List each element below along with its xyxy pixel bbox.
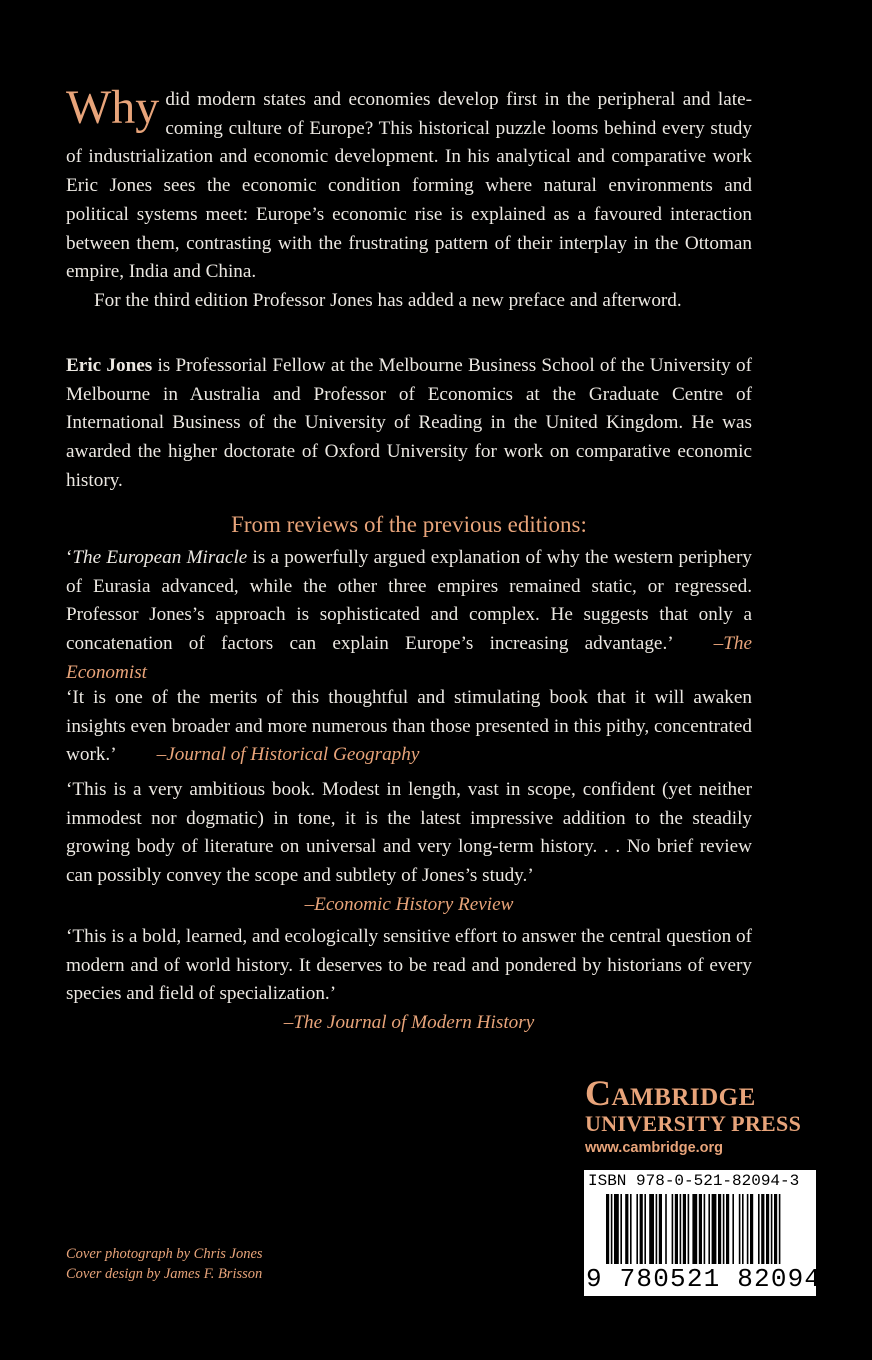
blurb-paragraph-2: For the third edition Professor Jones has added a new preface and afterword. xyxy=(94,289,682,311)
barcode-bar xyxy=(614,1194,619,1264)
publisher-url: www.cambridge.org xyxy=(585,1140,724,1156)
barcode-bar xyxy=(680,1194,682,1264)
review-text: ‘It is one of the merits of this thoughtful and stimulating book that it will awaken insights even broader and more numerous than those presented in this pithy, concentrated work.’ xyxy=(66,687,752,766)
review-source: –The Journal of Modern History xyxy=(283,1012,535,1034)
barcode-bar xyxy=(640,1194,643,1264)
publisher-logo xyxy=(585,1074,821,1156)
review-text: ‘This is a bold, learned, and ecologically sensitive effort to answer the central question of modern and of world history. It deserves to be read and pondered by historians of every species and field of specialization.’ xyxy=(66,926,752,1005)
author-name: Eric Jones xyxy=(66,355,153,376)
barcode-bars xyxy=(584,1194,816,1268)
review-text: ‘This is a very ambitious book. Modest in length, vast in scope, confident (yet neither immodest nor dogmatic) in tone, it is the latest impressive addition to the steadily growing body of literature on universal and very long-term history. . . No brief review can possibly convey the scope and subtlety of Jones’s study.’ xyxy=(66,779,752,887)
barcode-bar xyxy=(611,1194,613,1264)
review-book-title: The European Miracle xyxy=(72,547,248,568)
barcode-bar xyxy=(747,1194,749,1264)
barcode-bar xyxy=(625,1194,628,1264)
barcode-bar xyxy=(672,1194,674,1264)
barcode-bar xyxy=(606,1194,609,1264)
publisher-subtitle: UNIVERSITY PRESS xyxy=(585,1111,802,1136)
barcode-bar xyxy=(739,1194,741,1264)
barcode-bar xyxy=(779,1194,781,1264)
barcode-bar xyxy=(708,1194,710,1264)
review-open-quote: ‘ xyxy=(66,547,73,568)
barcode-bar xyxy=(692,1194,697,1264)
barcode-bar xyxy=(723,1194,725,1264)
barcode-bar xyxy=(699,1194,702,1264)
barcode-bar xyxy=(761,1194,764,1264)
barcode-bar xyxy=(742,1194,744,1264)
barcode-bar xyxy=(726,1194,729,1264)
barcode-bar xyxy=(675,1194,678,1264)
photo-credit: Cover photograph by Chris Jones xyxy=(66,1246,263,1262)
barcode-bar xyxy=(712,1194,717,1264)
barcode-bar xyxy=(718,1194,721,1264)
barcode-bar xyxy=(665,1194,667,1264)
author-bio xyxy=(66,352,752,496)
publisher-name: Cambridge xyxy=(585,1073,756,1113)
cover-credits xyxy=(66,1244,263,1284)
barcode-bar xyxy=(766,1194,769,1264)
barcode-bar xyxy=(636,1194,638,1264)
barcode-bar xyxy=(630,1194,632,1264)
barcode-digits: 9 780521 820943 > xyxy=(586,1264,872,1294)
blurb-paragraph-1: did modern states and economies develop first in the peripheral and late-coming culture of Europe? This historical puzzle looms behind every study of industrialization and economic development. In his analytical and comparative work Eric Jones sees the economic condition forming where natural environments and political systems meet: Europe’s economic rise is explained as a favoured interaction between them, contrasting with the frustrating pattern of their interplay in the Ottoman empire, India and China. xyxy=(66,89,752,283)
barcode-bar xyxy=(750,1194,753,1264)
design-credit: Cover design by James F. Brisson xyxy=(66,1266,263,1282)
barcode-bar xyxy=(688,1194,690,1264)
barcode-bar xyxy=(683,1194,686,1264)
barcode-bar xyxy=(644,1194,646,1264)
review-quote xyxy=(66,923,752,1038)
review-quote xyxy=(66,776,752,920)
barcode-bar xyxy=(771,1194,773,1264)
author-bio-text: is Professorial Fellow at the Melbourne Business School of the University of Melbourne in Australia and Professor of Economics at the Graduate Centre of International Business of the University of Reading in the United Kingdom. He was awarded the higher doctorate of Oxford University for work on comparative economic history. xyxy=(66,355,752,491)
review-quote xyxy=(66,684,752,770)
blurb xyxy=(66,81,752,316)
review-text: is a powerfully argued explanation of why the western periphery of Eurasia advanced, while the other three empires remained static, or regressed. Professor Jones’s approach is sophisticated and complex. He suggests that only a concatenation of factors can explain Europe’s increasing advantage.’ xyxy=(66,547,753,655)
barcode-bar xyxy=(620,1194,622,1264)
barcode-bar xyxy=(774,1194,777,1264)
review-source: –Economic History Review xyxy=(304,893,514,915)
isbn-label: ISBN 978-0-521-82094-3 xyxy=(588,1172,800,1190)
review-source: –Journal of Historical Geography xyxy=(156,744,420,766)
review-source: –The Economist xyxy=(66,633,752,683)
barcode-bar xyxy=(656,1194,658,1264)
reviews-heading: From reviews of the previous editions: xyxy=(231,512,587,537)
barcode-bar xyxy=(649,1194,654,1264)
drop-cap: Why xyxy=(66,81,160,134)
barcode-bar xyxy=(732,1194,734,1264)
barcode-bar xyxy=(659,1194,662,1264)
barcode-bar xyxy=(704,1194,706,1264)
barcode-bar xyxy=(758,1194,760,1264)
isbn-barcode xyxy=(584,1170,872,1296)
review-quote xyxy=(66,544,752,688)
